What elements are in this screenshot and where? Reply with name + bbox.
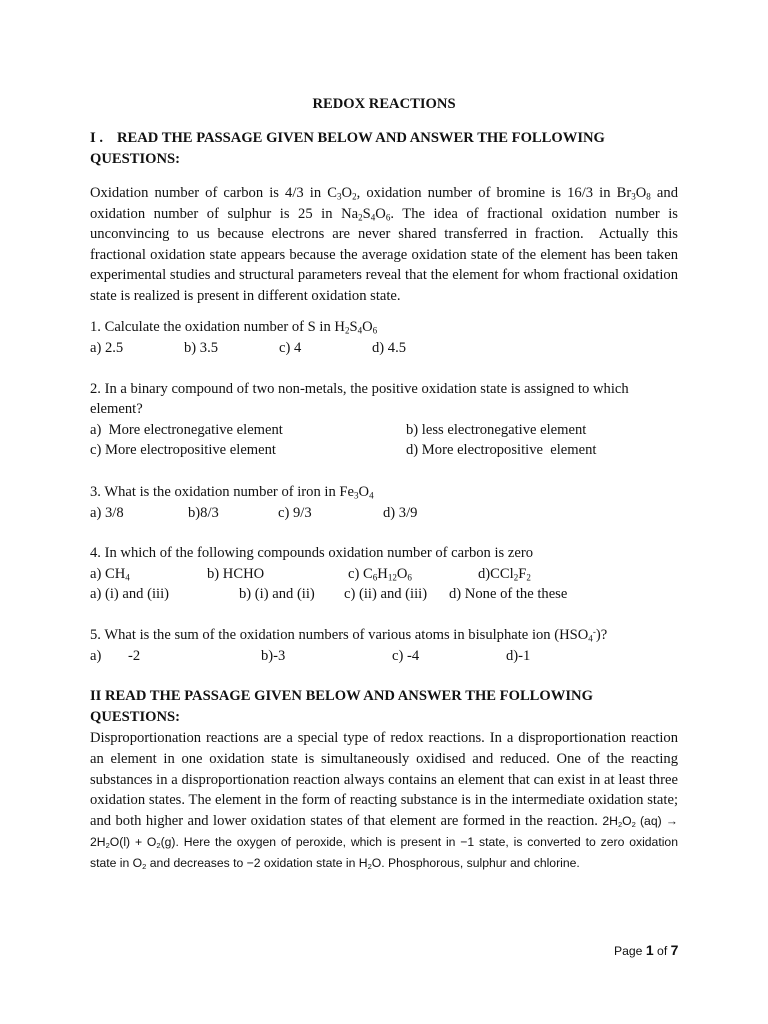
q4-choice-d[interactable]: d) None of the these — [449, 586, 568, 602]
q4-option-d[interactable]: $d)CCl_2F_2$ — [478, 566, 531, 583]
q4-choice-c[interactable]: c) (ii) and (iii) — [344, 586, 428, 602]
question-2-text-line1: 2. In a binary compound of two non-metals, the positive oxidation state is assigned to which — [90, 381, 629, 397]
q4-option-b[interactable]: b) HCHO — [207, 566, 265, 582]
q4-option-a[interactable]: a) $CH_4$ — [90, 566, 130, 583]
q5-option-a-value[interactable]: -2 — [128, 648, 141, 664]
q4-choice-a[interactable]: a) (i) and (iii) — [90, 586, 170, 602]
page-number: 1 — [645, 942, 654, 958]
question-5-text: 5. What is the sum of the oxidation numbers of various atoms in bisulphate ion $(HSO_4^-)$? — [90, 626, 608, 644]
q5-option-a-label[interactable]: a) — [90, 648, 102, 664]
section1-heading-line1: I . READ THE PASSAGE GIVEN BELOW AND ANSWER THE FOLLOWING — [90, 130, 605, 146]
q5-option-d[interactable]: d)-1 — [506, 648, 531, 664]
section2-heading-line2: QUESTIONS: — [90, 709, 181, 725]
section1-number: I . — [90, 130, 103, 146]
q3-option-c[interactable]: c) 9/3 — [278, 505, 312, 521]
section1-heading-line2: QUESTIONS: — [90, 151, 181, 167]
section2-passage: Disproportionation reactions are a special type of redox reactions. In a disproportionation reaction an element in one oxidation state is simultaneously oxidised and reduced. One of the reacting substances in a disproportionation reaction always contains an element that can exist in at least three oxidation states. The element in the form of reacting substance is in the intermediate oxidation state; and both higher and lower oxidation states of that element are formed in the reaction. $2H_2O_2$ $(aq) \to 2H_2O(l) + O_2(g)$. Here the oxygen of peroxide, which is present in −1 state, is converted to zero oxidation state in $O_2$ and decreases to −2 oxidation state in $H_2O$. Phosphorous, sulphur and chlorine. — [90, 730, 678, 871]
q2-option-c[interactable]: c) More electropositive element — [90, 442, 276, 458]
q4-choice-b[interactable]: b) (i) and (ii) — [239, 586, 315, 602]
q1-option-c[interactable]: c) 4 — [279, 340, 302, 356]
q3-option-b[interactable]: b)8/3 — [188, 505, 219, 521]
page-label: Page — [614, 944, 643, 958]
q1-option-d[interactable]: d) 4.5 — [372, 340, 407, 356]
q4-option-c[interactable]: c) $C_6H_{12}O_6$ — [348, 566, 412, 583]
question-3-text: 3. What is the oxidation number of iron in $Fe_3O_4$ — [90, 484, 374, 501]
q2-option-d[interactable]: d) More electropositive element — [406, 442, 597, 458]
total-pages: 7 — [670, 942, 679, 958]
q1-option-a[interactable]: a) 2.5 — [90, 340, 124, 356]
q2-option-b[interactable]: b) less electronegative element — [406, 422, 587, 438]
q1-option-b[interactable]: b) 3.5 — [184, 340, 219, 356]
reaction-equation: $2H_2O_2$ $(aq) \to 2H_2O(l) + O_2(g)$. Here the oxygen of peroxide, which is present in −1 state, is converted to zero oxidation state in $O_2$ and decreases to −2 oxidation state in $H_2O$. Phosphorous, sulphur and chlorine. — [90, 814, 678, 871]
of-label: of — [657, 944, 668, 958]
section2-heading-line1: II READ THE PASSAGE GIVEN BELOW AND ANSWER THE FOLLOWING — [90, 688, 593, 704]
q3-option-a[interactable]: a) 3/8 — [90, 505, 124, 521]
q5-option-b[interactable]: b)-3 — [261, 648, 286, 664]
page-footer — [614, 942, 678, 958]
question-1-text: 1. Calculate the oxidation number of S in $H_2S_4O_6$ — [90, 319, 378, 336]
section1-passage: Oxidation number of carbon is 4/3 in $C_3O_2$, oxidation number of bromine is 16/3 in $Br_3O_8$ and oxidation number of sulphur is 25 in $Na_2S_4O_6$. The idea of fractional oxidation number is unconvincing to us because electrons are never shared transferred in fraction. Actually this fractional oxidation state appears because the average oxidation state of the element has been taken experimental studies and structural parameters reveal that the element for whom fractional oxidation state is realized is present in different oxidation state. — [90, 185, 678, 304]
page-title: REDOX REACTIONS — [312, 96, 456, 112]
question-4-text: 4. In which of the following compounds oxidation number of carbon is zero — [90, 545, 533, 561]
q5-option-c[interactable]: c) -4 — [392, 648, 420, 664]
question-2-text-line2: element? — [90, 401, 143, 417]
q3-option-d[interactable]: d) 3/9 — [383, 505, 418, 521]
q2-option-a[interactable]: a) More electronegative element — [90, 422, 283, 438]
